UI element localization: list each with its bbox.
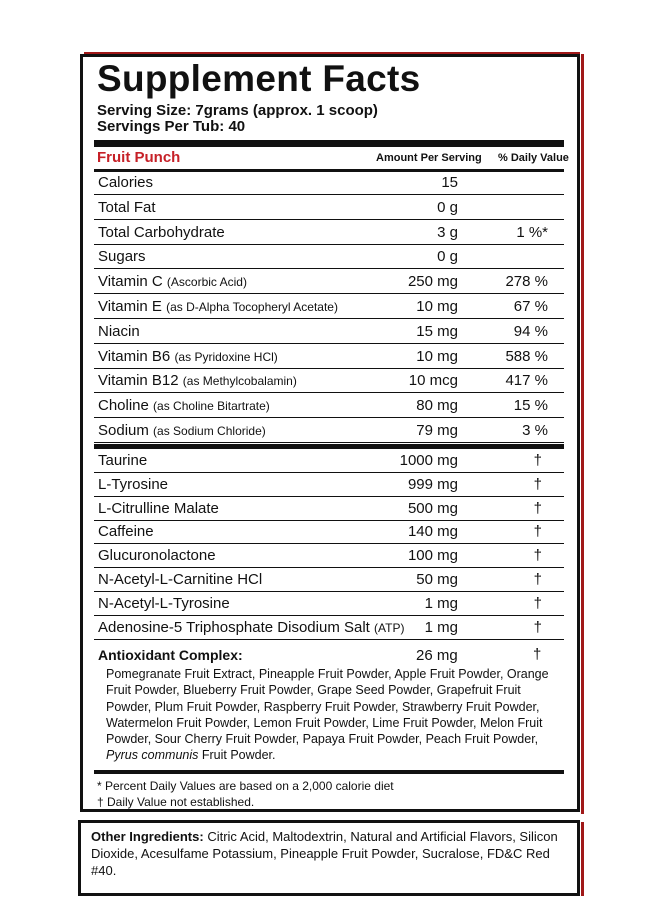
amount-per-serving: 10 mg [416,347,458,365]
nutrient-row [94,369,564,393]
nutrient-row [94,320,564,344]
amount-per-serving: 500 mg [407,499,458,517]
servings-per-tub-label: Servings Per Tub: [97,118,225,135]
nutrient-row [94,270,564,294]
amount-per-serving: 79 mg [416,422,458,439]
antioxidant-complex-dv: † [533,646,542,663]
blend-row [94,568,564,592]
amount-per-serving: 15 [441,174,458,191]
blend-row [94,544,564,568]
nutrient-row [94,221,564,245]
amount-per-serving: 1000 mg [399,452,458,469]
daily-value: † [533,618,542,636]
antioxidant-complex-amount: 26 mg [416,647,458,664]
footnote-dagger: † Daily Value not established. [97,795,255,809]
other-ingredients-text: Citric Acid, Maltodextrin, Natural and Artificial Flavors, Silicon Dioxide, Acesulfame Potassium, Pineapple Fruit Powder, Sucralose, FD&C Red #40. [91,829,558,878]
amount-per-serving: 0 g [437,248,458,266]
row-divider [94,639,564,640]
ingredient-name: Glucuronolactone [98,547,216,565]
serving-size-value: 7grams (approx. 1 scoop) [195,102,378,119]
thick-divider [94,140,564,147]
daily-value: † [533,523,542,541]
footnote-percent: * Percent Daily Values are based on a 2,000 calorie diet [97,779,394,793]
daily-value: 15 % [513,397,548,415]
ingredient-name: Total Carbohydrate [98,223,225,241]
amount-per-serving: 250 mg [407,273,458,291]
ingredient-name: Total Fat [98,198,156,216]
amount-per-serving: 10 mg [416,298,458,315]
daily-value: 67 % [513,298,548,315]
flavor-label: Fruit Punch [97,149,181,166]
servings-per-tub-value: 40 [228,118,246,135]
blend-row [94,520,564,544]
dv-header: % Daily Value [498,152,569,164]
nutrient-row [94,295,564,319]
blend-row [94,616,564,640]
nutrient-row [94,394,564,418]
amount-per-serving: 1 mg [424,594,458,612]
amount-per-serving: 80 mg [416,397,458,415]
ingredient-name: Adenosine-5 Triphosphate Disodium Salt (ATP) [98,618,405,636]
daily-value: 417 % [505,372,548,390]
nutrient-row [94,171,564,195]
daily-value: † [533,452,542,469]
ingredient-name: Vitamin E (as D-Alpha Tocopheryl Acetate) [98,298,338,315]
amount-per-serving: 140 mg [407,523,458,541]
blend-row [94,473,564,497]
serving-size-label: Serving Size: [97,102,192,119]
ingredient-name: Sodium (as Sodium Chloride) [98,422,266,439]
nutrient-row [94,245,564,269]
nutrient-row [94,419,564,443]
ingredient-name: L-Tyrosine [98,475,169,493]
amount-per-serving: 100 mg [407,547,458,565]
amount-per-serving: 50 mg [416,571,458,588]
amount-per-serving: 3 g [437,223,458,241]
other-ingredients-label: Other Ingredients: [91,829,204,844]
amount-per-serving: 0 g [437,198,458,216]
ingredient-name: Vitamin B12 (as Methylcobalamin) [98,372,297,390]
ingredient-name: Choline (as Choline Bitartrate) [98,397,270,415]
ingredient-name: Caffeine [98,523,154,541]
ingredient-name: L-Citrulline Malate [98,499,219,517]
antioxidant-complex-label: Antioxidant Complex: [98,647,243,663]
ingredient-name: N-Acetyl-L-Carnitine HCl [98,571,263,588]
amount-per-serving: 999 mg [407,475,458,493]
daily-value: † [533,499,542,517]
other-ingredients [91,828,561,879]
daily-value: 278 % [505,273,548,291]
ingredient-name: Niacin [98,322,140,340]
nutrient-row [94,345,564,369]
blend-row [94,449,564,473]
daily-value: † [533,594,542,612]
blend-row [94,497,564,521]
footnote-divider [94,770,564,774]
nutrient-row [94,196,564,220]
amount-per-serving: 15 mg [416,322,458,340]
row-divider [94,442,564,443]
daily-value: 94 % [513,322,548,340]
daily-value: 1 %* [516,223,548,241]
daily-value: 588 % [505,347,548,365]
ingredient-name: Sugars [98,248,146,266]
ingredient-name: Calories [98,174,154,191]
other-ingredients-accent [581,822,584,896]
panel-title: Supplement Facts [97,58,421,99]
blend-row [94,592,564,616]
daily-value: † [533,475,542,493]
antioxidant-complex-ingredients: Pomegranate Fruit Extract, Pineapple Fruit Powder, Apple Fruit Powder, Orange Fruit Powder, Blueberry Fruit Powder, Grape Seed Powder, Grapefruit Fruit Powder, Plum Fruit Powder, Raspberry Fruit Powder, Strawberry Fruit Powder, Watermelon Fruit Powder, Lemon Fruit Powder, Lime Fruit Powder, Melon Fruit Powder, Sour Cherry Fruit Powder, Papaya Fruit Powder, Peach Fruit Powder, Pyrus communis Fruit Powder. [106,667,549,763]
ingredient-name: N-Acetyl-L-Tyrosine [98,594,230,612]
ingredient-name: Vitamin B6 (as Pyridoxine HCl) [98,347,278,365]
amount-per-serving: 1 mg [424,618,458,636]
amount-header: Amount Per Serving [376,152,482,164]
ingredient-name: Vitamin C (Ascorbic Acid) [98,273,247,291]
serving-info [97,103,378,135]
daily-value: † [533,547,542,565]
ingredient-name: Taurine [98,452,148,469]
amount-per-serving: 10 mcg [408,372,458,390]
daily-value: 3 % [522,422,548,439]
daily-value: † [533,571,542,588]
border-accent-right [581,54,584,814]
